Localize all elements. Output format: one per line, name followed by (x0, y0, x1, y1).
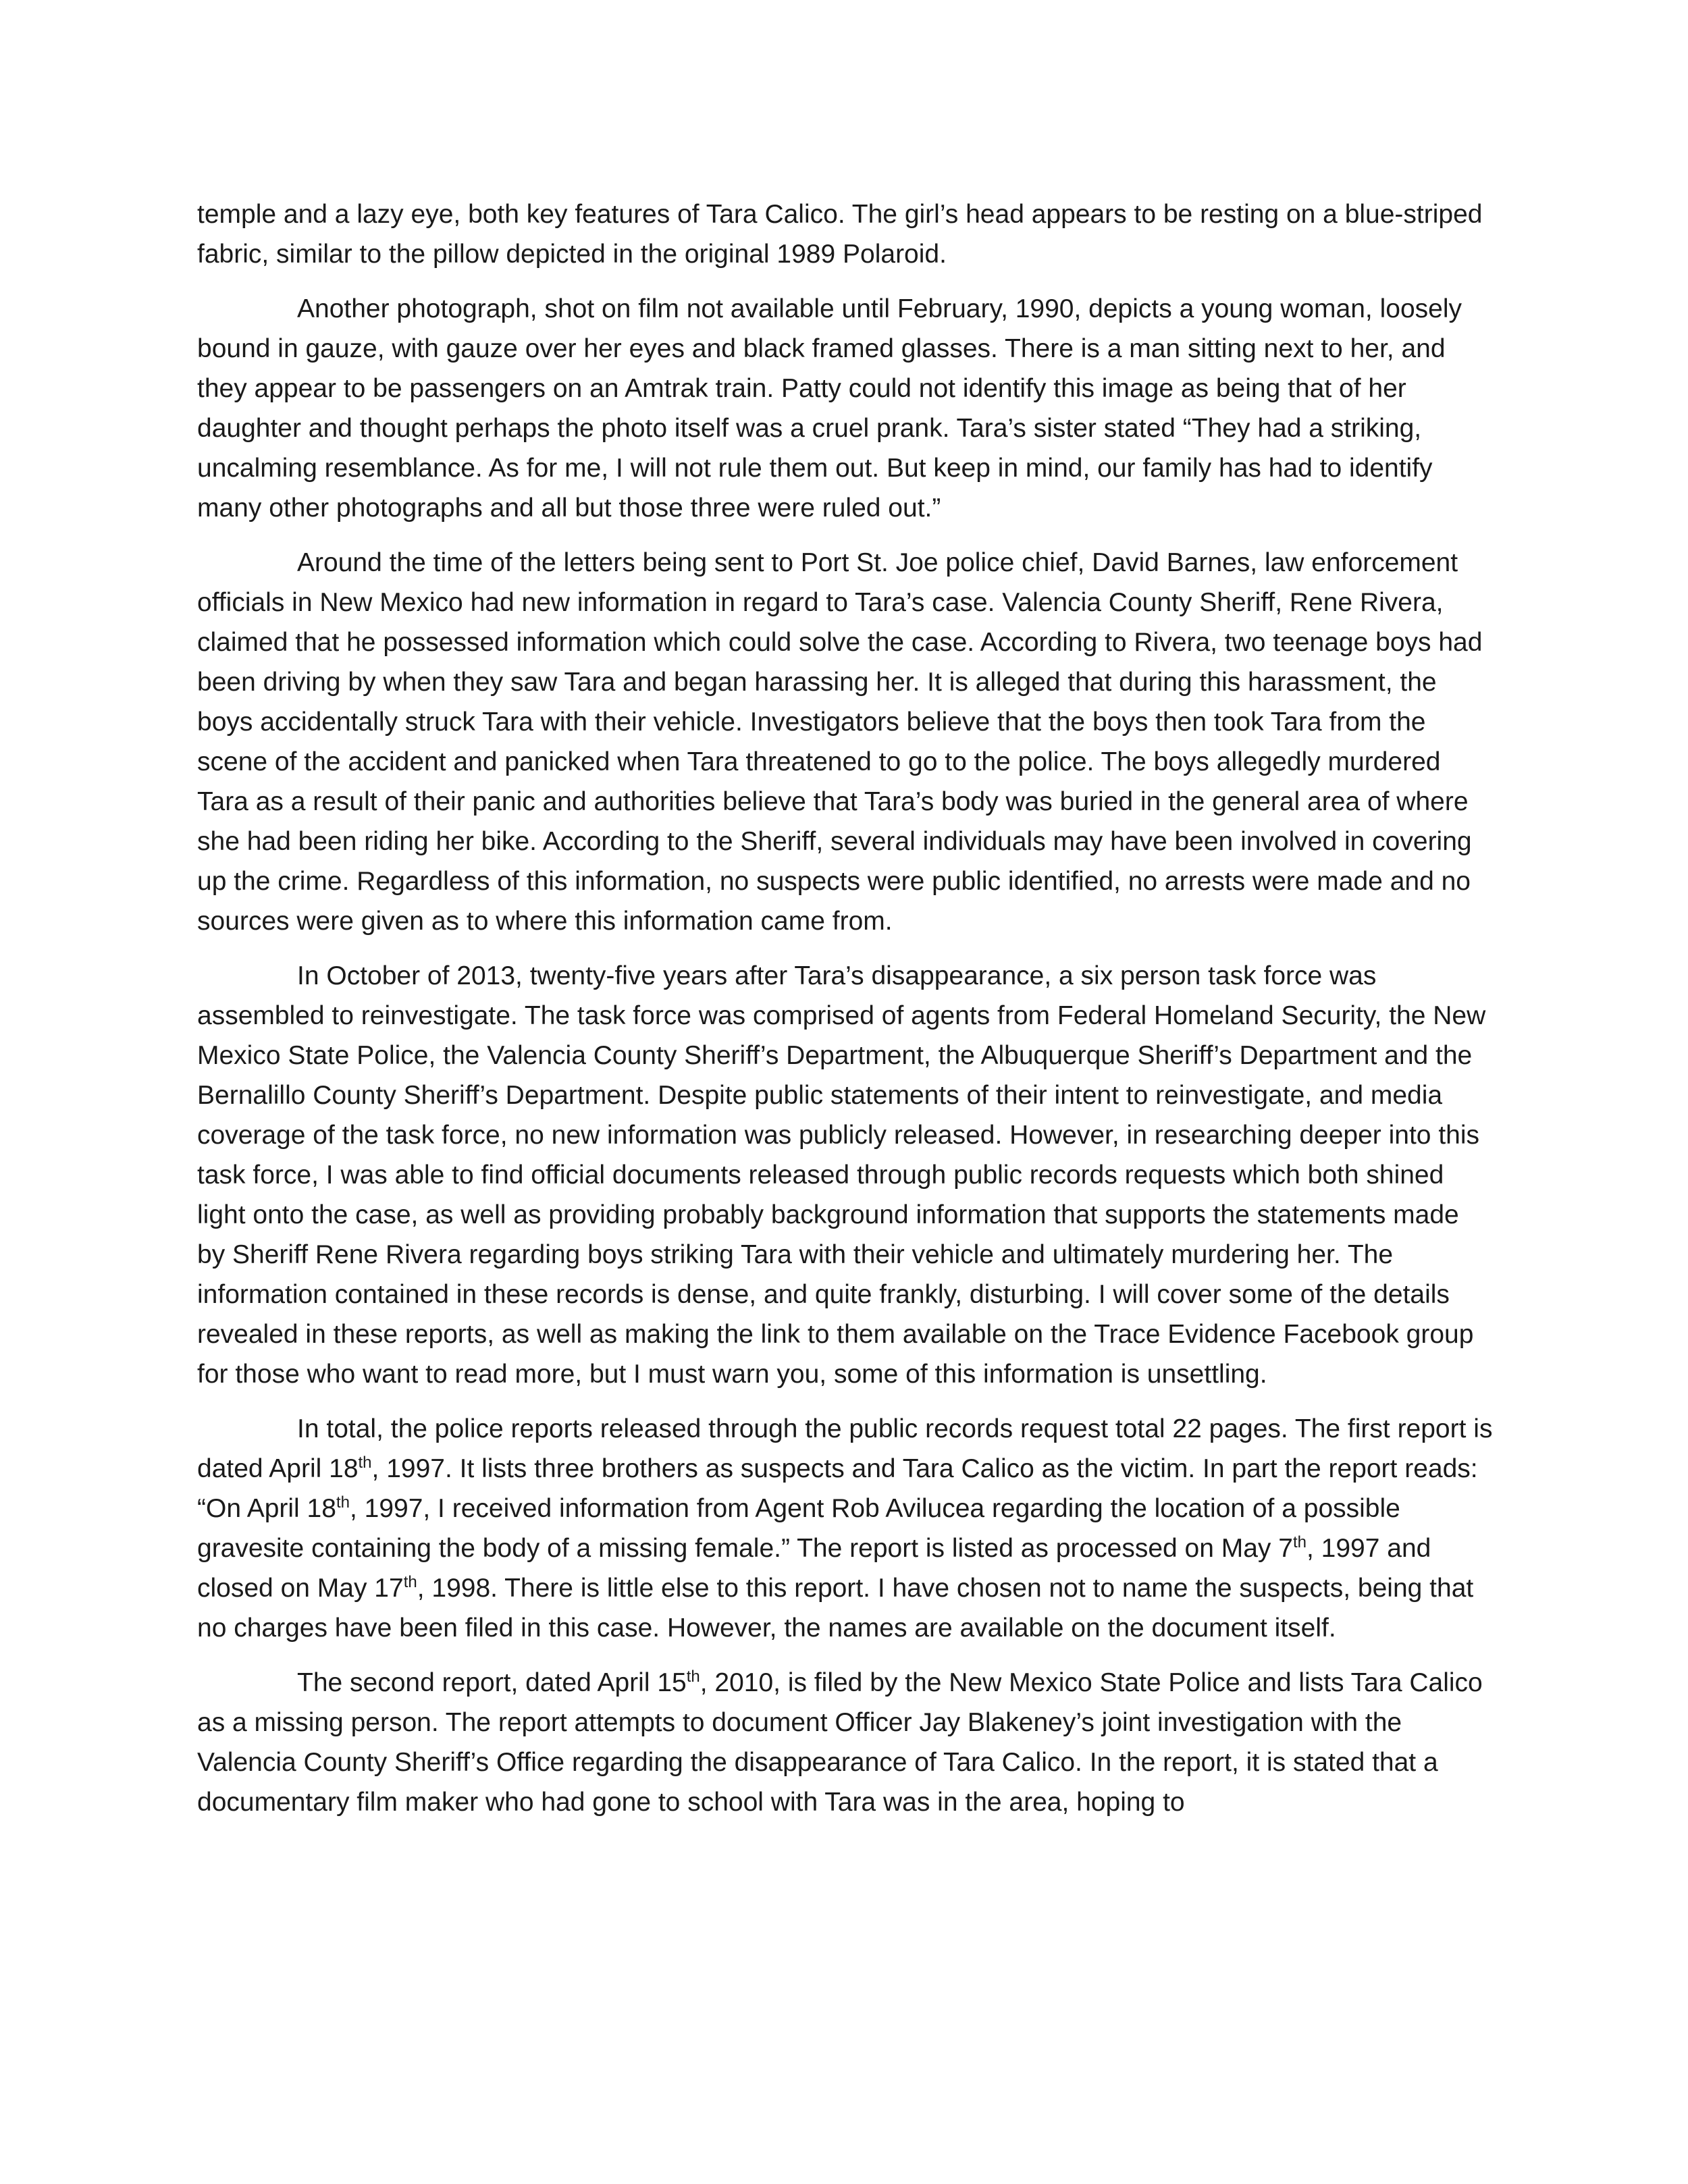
body-paragraph (197, 543, 1494, 941)
ordinal-suffix: th (1292, 1533, 1307, 1551)
body-paragraph (197, 289, 1494, 528)
ordinal-suffix: th (358, 1454, 372, 1472)
document-body (197, 194, 1494, 1837)
ordinal-suffix: th (336, 1493, 350, 1512)
paragraph-text: , 1997, I received information from Agent Rob Avilucea regarding the location of a possible gravesite containing the body of a missing female.” The report is listed as processed on May 7 (197, 1494, 1400, 1563)
ordinal-suffix: th (403, 1573, 417, 1591)
body-paragraph (197, 1663, 1494, 1822)
paragraph-text: temple and a lazy eye, both key features of Tara Calico. The girl’s head appears to be resting on a blue-striped fabric, similar to the pillow depicted in the original 1989 Polaroid. (197, 200, 1483, 269)
paragraph-text: , 1997 and closed on May 17 (197, 1534, 1431, 1603)
paragraph-text: , 1998. There is little else to this report. I have chosen not to name the suspects, being that no charges have been filed in this case. However, the names are available on the document itself. (197, 1574, 1474, 1643)
paragraph-text: Another photograph, shot on film not available until February, 1990, depicts a young woman, loosely bound in gauze, with gauze over her eyes and black framed glasses. There is a man sitting next to her, and they appear to be passengers on an Amtrak train. Patty could not identify this image as being that of her daughter and thought perhaps the photo itself was a cruel prank. Tara’s sister stated “They had a striking, uncalming resemblance. As for me, I will not rule them out. But keep in mind, our family has had to identify many other photographs and all but those three were ruled out.” (197, 294, 1462, 523)
paragraph-text: The second report, dated April 15 (297, 1668, 687, 1697)
paragraph-text: , 1997. It lists three brothers as suspects and Tara Calico as the victim. In part the report reads: “On April 18 (197, 1454, 1478, 1523)
ordinal-suffix: th (686, 1668, 700, 1686)
paragraph-text: Around the time of the letters being sent to Port St. Joe police chief, David Barnes, law enforcement officials in New Mexico had new information in regard to Tara’s case. Valencia County Sheriff, Rene Rivera, claimed that he possessed information which could solve the case. According to Rivera, two teenage boys had been driving by when they saw Tara and began harassing her. It is alleged that during this harassment, the boys accidentally struck Tara with their vehicle. Investigators believe that the boys then took Tara from the scene of the accident and panicked when Tara threatened to go to the police. The boys allegedly murdered Tara as a result of their panic and authorities believe that Tara’s body was buried in the general area of where she had been riding her bike. According to the Sheriff, several individuals may have been involved in covering up the crime. Regardless of this information, no suspects were public identified, no arrests were made and no sources were given as to where this information came from. (197, 548, 1483, 936)
body-paragraph (197, 956, 1494, 1394)
body-paragraph (197, 194, 1494, 274)
body-paragraph (197, 1409, 1494, 1648)
paragraph-text: In total, the police reports released through the public records request total 22 pages. The first report is dated April 18 (197, 1414, 1493, 1483)
paragraph-text: In October of 2013, twenty-five years after Tara’s disappearance, a six person task force was assembled to reinvestigate. The task force was comprised of agents from Federal Homeland Security, the New Mexico State Police, the Valencia County Sheriff’s Department, the Albuquerque Sheriff’s Department and the Bernalillo County Sheriff’s Department. Despite public statements of their intent to reinvestigate, and media coverage of the task force, no new information was publicly released. However, in researching deeper into this task force, I was able to find official documents released through public records requests which both shined light onto the case, as well as providing probably background information that supports the statements made by Sheriff Rene Rivera regarding boys striking Tara with their vehicle and ultimately murdering her. The information contained in these records is dense, and quite frankly, disturbing. I will cover some of the details revealed in these reports, as well as making the link to them available on the Trace Evidence Facebook group for those who want to read more, but I must warn you, some of this information is unsettling. (197, 961, 1486, 1389)
paragraph-text: , 2010, is filed by the New Mexico State Police and lists Tara Calico as a missing person. The report attempts to document Officer Jay Blakeney’s joint investigation with the Valencia County Sheriff’s Office regarding the disappearance of Tara Calico. In the report, it is stated that a documentary film maker who had gone to school with Tara was in the area, hoping to (197, 1668, 1483, 1817)
